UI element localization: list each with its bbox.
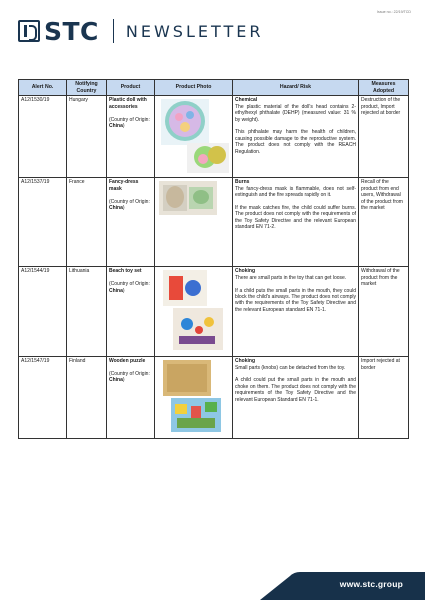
table-row xyxy=(19,178,409,267)
hazard-consequence: A child could put the small parts in the mouth and choke on them. The product does not comply with the requirements of the Toy Safety Directive and the relevant European Standard EN 71-1. xyxy=(235,377,356,403)
table-row xyxy=(19,267,409,357)
newsletter-title: NEWSLETTER xyxy=(125,21,264,41)
product-name: Beach toy set xyxy=(109,268,142,275)
stc-logo xyxy=(18,17,99,46)
country-of-origin: (Country of Origin: China) xyxy=(109,198,150,211)
alert-number: A12/1537/19 xyxy=(19,178,67,267)
notifying-country: Hungary xyxy=(67,96,107,178)
product-photo-cell xyxy=(155,267,233,357)
hazard-description: There are small parts in the toy that can get loose. xyxy=(235,274,347,281)
mask-photo-image xyxy=(157,179,231,219)
alerts-table xyxy=(18,79,409,439)
logo-text: STC xyxy=(44,16,99,46)
measures-adopted: Import rejected at border xyxy=(359,356,409,438)
country-of-origin: (Country of Origin: China) xyxy=(109,116,150,129)
column-header: Notifying Country xyxy=(67,80,107,96)
product-name: Fancy-dress mask xyxy=(109,179,139,192)
wooden-puzzle-photo-image xyxy=(157,358,231,434)
product-cell xyxy=(107,356,155,438)
product-name: Wooden puzzle xyxy=(109,358,146,365)
hazard-cell xyxy=(233,96,359,178)
hazard-consequence: If a child puts the small parts in the mouth, they could block the child's airways. The product does not comply with the requirements of the Toy Safety Directive and the relevant European standard EN 71-1. xyxy=(235,287,356,313)
product-photo-cell xyxy=(155,96,233,178)
alert-number: A12/1544/19 xyxy=(19,267,67,357)
measures-adopted: Recall of the product from end users, Withdrawal of the product from the market xyxy=(359,178,409,267)
hazard-type: Chemical xyxy=(235,97,258,104)
table-row xyxy=(19,96,409,178)
product-photo-cell xyxy=(155,178,233,267)
product-photo xyxy=(157,97,230,173)
country-of-origin: (Country of Origin: China) xyxy=(109,370,150,384)
product-cell xyxy=(107,96,155,178)
product-name: Plastic doll with accessories xyxy=(109,97,147,110)
alert-number: A12/1530/19 xyxy=(19,96,67,178)
product-cell xyxy=(107,178,155,267)
column-header: Measures Adopted xyxy=(359,80,409,96)
alert-number: A12/1547/19 xyxy=(19,356,67,438)
doll-photo-image xyxy=(157,97,231,173)
hazard-consequence: This phthalate may harm the health of children, causing possible damage to the reproductive system. The product does not comply with the REACH Regulation. xyxy=(235,129,356,155)
product-photo-cell xyxy=(155,356,233,438)
hazard-type: Burns xyxy=(235,179,250,186)
measures-adopted: Destruction of the product, Import rejected at border xyxy=(359,96,409,178)
hazard-cell xyxy=(233,267,359,357)
beach-toy-photo-image xyxy=(157,268,231,352)
hazard-description: The fancy-dress mask is flammable, does not self-extinguish and the fire spreads rapidly on it. xyxy=(235,185,356,199)
product-cell xyxy=(107,267,155,357)
column-header: Product xyxy=(107,80,155,96)
hazard-cell xyxy=(233,178,359,267)
notifying-country: France xyxy=(67,178,107,267)
hazard-type: Choking xyxy=(235,358,255,365)
hazard-cell xyxy=(233,356,359,438)
column-header: Alert No. xyxy=(19,80,67,96)
notifying-country: Finland xyxy=(67,356,107,438)
header-divider xyxy=(113,19,114,43)
newsletter-header xyxy=(18,14,408,48)
column-header: Hazard/ Risk xyxy=(233,80,359,96)
table-header-row xyxy=(19,80,409,96)
hazard-consequence: If the mask catches fire, the child could suffer burns. The product does not comply with the requirements of the Toy Safety Directive and the relevant European standard EN 71-2. xyxy=(235,204,356,231)
notifying-country: Lithuania xyxy=(67,267,107,357)
issue-number: Issue no.: 22/19/TCD xyxy=(377,10,411,14)
hazard-description: Small parts (knobs) can be detached from the toy. xyxy=(235,364,346,371)
measures-adopted: Withdrawal of the product from the market xyxy=(359,267,409,357)
website-link[interactable]: www.stc.group xyxy=(339,579,403,589)
column-header: Product Photo xyxy=(155,80,233,96)
hazard-description: The plastic material of the doll's head contains 2-ethylhexyl phthalate (DEHP) (measured value: 31 % by weight). xyxy=(235,103,356,123)
footer-band xyxy=(0,570,425,600)
hazard-type: Choking xyxy=(235,268,255,275)
table-row xyxy=(19,356,409,438)
country-of-origin: (Country of Origin: China) xyxy=(109,281,150,294)
stc-logo-icon xyxy=(18,20,40,42)
